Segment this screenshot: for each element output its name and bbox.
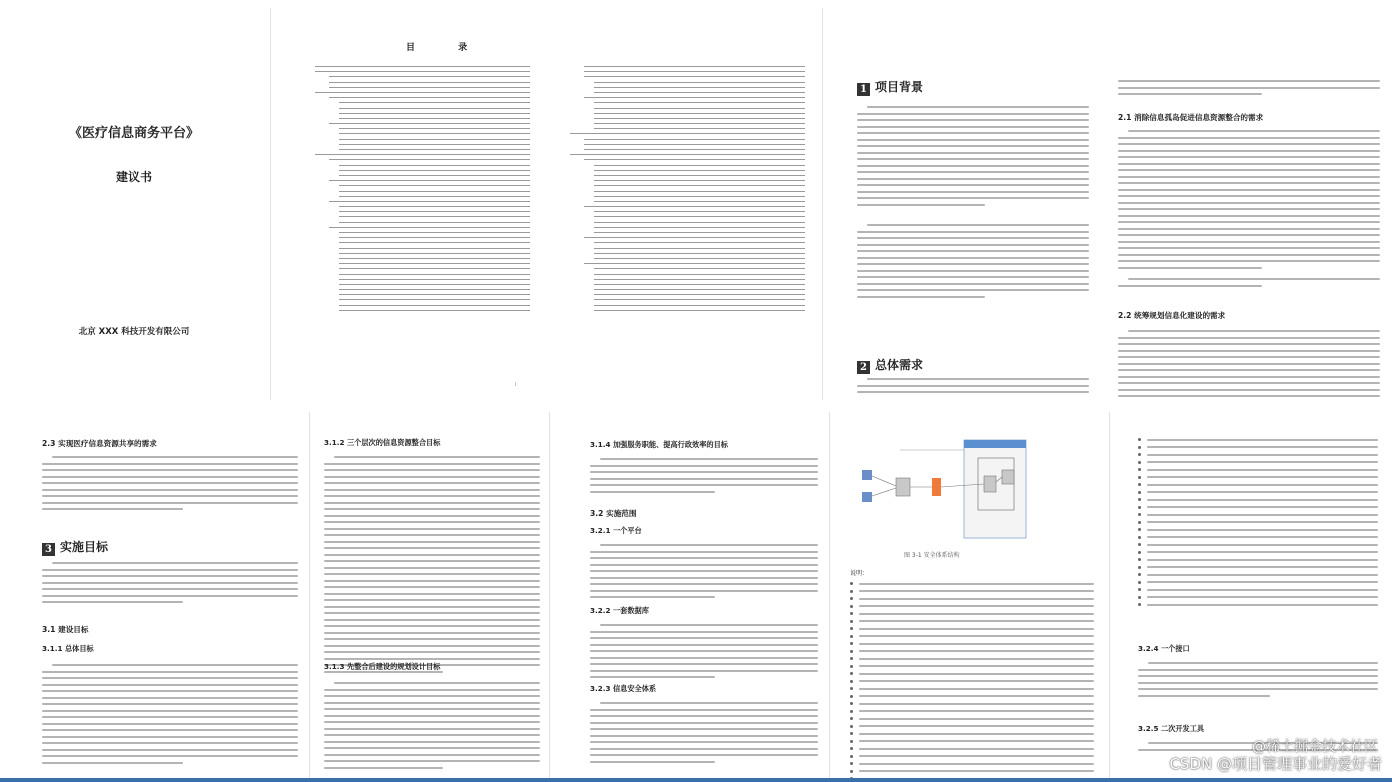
toc-entry	[339, 165, 530, 166]
toc-entry	[329, 159, 530, 160]
figure-caption: 图 3-1 安全体系结构	[904, 552, 960, 559]
security-architecture-page	[832, 412, 1110, 778]
toc-entry	[594, 185, 805, 186]
toc-entry	[339, 268, 530, 269]
toc-entry	[339, 175, 530, 176]
toc-entry	[594, 102, 805, 103]
toc-entry	[315, 154, 530, 155]
toc-entry	[594, 108, 805, 109]
toc-entry	[584, 76, 805, 77]
toc-entry	[339, 144, 530, 145]
paragraph	[1118, 330, 1380, 400]
toc-entry	[594, 279, 805, 280]
toc-entry	[339, 149, 530, 150]
paragraph	[857, 378, 1089, 398]
subsection-heading: 3.1.3 先整合后建设的规划设计目标	[324, 662, 441, 671]
toc-entry	[584, 237, 805, 238]
toc-entry	[339, 170, 530, 171]
paragraph	[42, 562, 298, 608]
toc-entry	[594, 123, 805, 124]
toc-entry	[584, 66, 805, 67]
watermark: CSDN @项目管理事业的爱好者	[1169, 755, 1382, 773]
toc-entry	[339, 237, 530, 238]
toc-entries	[570, 66, 805, 315]
bullet-list	[850, 582, 1094, 778]
toc-entry	[339, 211, 530, 212]
toc-title: 目 录	[406, 43, 488, 53]
paragraph	[324, 682, 540, 773]
paragraph	[590, 458, 818, 497]
toc-entry	[339, 242, 530, 243]
cover-subtitle: 建议书	[115, 170, 152, 184]
interface-page	[1112, 412, 1392, 778]
paragraph	[590, 702, 818, 767]
subsection-heading: 3.1.1 总体目标	[42, 644, 94, 653]
toc-entry	[339, 274, 530, 275]
paragraph	[1118, 278, 1380, 291]
section-2-page	[1104, 8, 1392, 400]
toc-entry	[339, 222, 530, 223]
toc-entry	[594, 82, 805, 83]
toc-entry	[339, 102, 530, 103]
toc-entry	[584, 263, 805, 264]
toc-entry	[339, 191, 530, 192]
toc-entry	[594, 191, 805, 192]
toc-page-2	[548, 8, 818, 400]
toc-entry	[594, 128, 805, 129]
paragraph	[857, 224, 1089, 302]
toc-entry	[584, 159, 805, 160]
toc-entry	[594, 92, 805, 93]
toc-entry	[594, 165, 805, 166]
toc-entry	[329, 82, 530, 83]
subsection-heading: 3.2 实施范围	[590, 509, 637, 518]
watermark-secondary: @稀土掘金技术社区	[1252, 739, 1378, 755]
toc-entry	[339, 113, 530, 114]
toc-entry	[594, 118, 805, 119]
toc-entry	[584, 97, 805, 98]
toc-entry	[339, 289, 530, 290]
toc-entry	[584, 144, 805, 145]
toc-entry	[329, 227, 530, 228]
cover-title: 《医疗信息商务平台》	[68, 126, 199, 141]
toc-entry	[594, 227, 805, 228]
toc-entry	[594, 289, 805, 290]
toc-entry	[339, 310, 530, 311]
section-heading	[857, 78, 923, 96]
subsection-heading: 2.3 实现医疗信息资源共享的需求	[42, 439, 157, 448]
toc-entry	[339, 196, 530, 197]
toc-entry	[329, 87, 530, 88]
toc-entry	[594, 274, 805, 275]
section-title: 项目背景	[875, 80, 924, 94]
toc-entry	[315, 71, 530, 72]
toc-entry	[594, 242, 805, 243]
section-title: 实施目标	[60, 540, 109, 554]
paragraph	[42, 664, 298, 768]
section-title: 总体需求	[875, 358, 924, 372]
section-number: 3	[42, 543, 55, 556]
toc-entry	[594, 180, 805, 181]
section-heading	[857, 356, 923, 374]
toc-entry	[594, 222, 805, 223]
section-number: 2	[857, 361, 870, 374]
subsection-heading: 2.1 消除信息孤岛促进信息资源整合的需求	[1118, 113, 1264, 122]
paragraph	[324, 456, 540, 677]
subsection-heading: 3.2.4 一个接口	[1138, 644, 1190, 653]
toc-entry	[339, 294, 530, 295]
toc-entry	[594, 305, 805, 306]
toc-entry	[339, 253, 530, 254]
toc-entry	[594, 268, 805, 269]
toc-page-number: i	[515, 382, 517, 388]
section-number: 1	[857, 83, 870, 96]
subsection-heading: 3.1 建设目标	[42, 625, 89, 634]
toc-page-1	[270, 8, 545, 400]
toc-entry	[594, 253, 805, 254]
section-heading	[42, 538, 108, 556]
paragraph	[590, 544, 818, 603]
toc-entry	[339, 284, 530, 285]
subsection-heading: 3.2.1 一个平台	[590, 526, 642, 535]
toc-entry	[329, 180, 530, 181]
toc-entry	[594, 201, 805, 202]
toc-entry	[339, 216, 530, 217]
toc-entry	[339, 139, 530, 140]
toc-entry	[315, 92, 530, 93]
toc-entry	[339, 232, 530, 233]
toc-entry	[584, 149, 805, 150]
subsection-heading: 3.1.4 加强服务职能、提高行政效率的目标	[590, 440, 728, 449]
toc-entry	[594, 216, 805, 217]
toc-entry	[339, 305, 530, 306]
toc-entry	[329, 97, 530, 98]
implementation-goals-page	[0, 412, 310, 778]
security-architecture-diagram	[860, 436, 1030, 546]
toc-entry	[339, 299, 530, 300]
toc-entry	[594, 284, 805, 285]
subsection-heading: 3.2.3 信息安全体系	[590, 684, 657, 693]
toc-entry	[594, 175, 805, 176]
toc-entry	[594, 87, 805, 88]
paragraph	[857, 106, 1089, 210]
paragraph	[590, 624, 818, 683]
toc-entry	[339, 185, 530, 186]
toc-entry	[329, 76, 530, 77]
paragraph	[42, 456, 298, 515]
paragraph	[1118, 80, 1380, 100]
toc-entry	[584, 71, 805, 72]
cover-company: 北京 XXX 科技开发有限公司	[78, 327, 190, 337]
cover-page	[0, 8, 268, 398]
subsection-heading: 2.2 统筹规划信息化建设的需求	[1118, 311, 1226, 320]
section-1-page	[822, 8, 1102, 400]
toc-entry	[594, 248, 805, 249]
toc-entry	[594, 232, 805, 233]
toc-entry	[584, 139, 805, 140]
toc-entry	[339, 279, 530, 280]
toc-entry	[594, 310, 805, 311]
toc-entry	[594, 113, 805, 114]
note-label: 说明：	[850, 570, 869, 577]
paragraph	[1138, 662, 1378, 701]
bullet-list	[1138, 438, 1378, 611]
toc-entry	[594, 196, 805, 197]
toc-entry	[339, 118, 530, 119]
toc-entry	[339, 108, 530, 109]
toc-entry	[339, 258, 530, 259]
toc-entry	[315, 66, 530, 67]
toc-entries	[315, 66, 530, 315]
toc-entry	[594, 294, 805, 295]
toc-entry	[594, 299, 805, 300]
toc-entry	[594, 170, 805, 171]
footer-bar	[0, 778, 1392, 782]
integration-goals-page	[312, 412, 550, 778]
paragraph	[1118, 130, 1380, 273]
scope-page	[552, 412, 830, 778]
toc-entry	[339, 263, 530, 264]
toc-entry	[339, 248, 530, 249]
toc-entry	[570, 133, 805, 134]
subsection-heading: 3.2.5 二次开发工具	[1138, 724, 1205, 733]
toc-entry	[339, 128, 530, 129]
subsection-heading: 3.1.2 三个层次的信息资源整合目标	[324, 438, 441, 447]
toc-entry	[594, 258, 805, 259]
toc-entry	[329, 123, 530, 124]
toc-entry	[584, 206, 805, 207]
toc-entry	[570, 154, 805, 155]
subsection-heading: 3.2.2 一套数据库	[590, 606, 649, 615]
toc-entry	[339, 206, 530, 207]
toc-entry	[339, 133, 530, 134]
toc-entry	[594, 211, 805, 212]
toc-entry	[329, 201, 530, 202]
